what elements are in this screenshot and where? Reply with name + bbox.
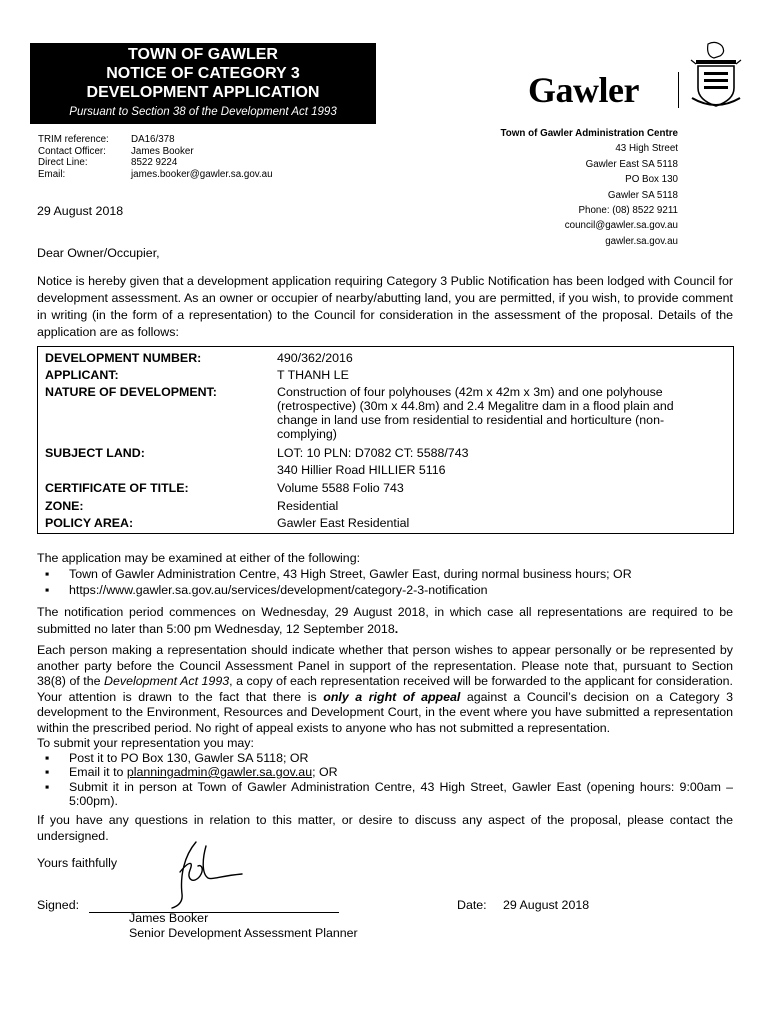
trim-label: TRIM reference:: [38, 134, 109, 145]
address-heading: Town of Gawler Administration Centre: [500, 128, 678, 139]
contact-label: Contact Officer:: [38, 145, 106, 157]
email-label: Email:: [38, 168, 66, 180]
date-label: Date:: [457, 898, 487, 912]
dev-number-value: 490/362/2016: [277, 351, 353, 365]
salutation: Dear Owner/Occupier,: [37, 246, 160, 260]
certificate-value: Volume 5588 Folio 743: [277, 481, 404, 495]
appeal-emphasis: only a right of appeal: [323, 689, 461, 704]
notification-period-paragraph: [37, 604, 733, 638]
act-name: Development Act 1993: [104, 674, 230, 689]
contact-value: James Booker: [131, 145, 194, 157]
reference-block: [38, 134, 273, 180]
examine-item-website[interactable]: ▪ https://www.gawler.sa.gov.au/services/development/category-2-3-notification: [37, 582, 733, 598]
notice-title-box: [30, 43, 376, 124]
address-line: Gawler East SA 5118: [585, 158, 678, 170]
title-line-1: TOWN OF GAWLER: [128, 46, 278, 63]
examine-intro: The application may be examined at either of the following:: [37, 551, 361, 565]
submit-email: [37, 765, 733, 780]
rep-text-1: Each person making a representation should indicate whether that person wishes to appear personally or be represented by another party before the Council Assessment Panel in support of the representation. Please note that, pursuant to Section 38(8) of the: [37, 643, 733, 689]
planning-email-link[interactable]: planningadmin@gawler.sa.gov.au: [126, 765, 313, 779]
signed-date: 29 August 2018: [503, 898, 590, 912]
title-line-3: DEVELOPMENT APPLICATION: [86, 84, 320, 101]
dev-number-label: DEVELOPMENT NUMBER:: [45, 351, 202, 365]
closing: Yours faithfully: [37, 856, 118, 870]
signed-label: Signed:: [37, 898, 80, 912]
submit-post: ▪ Post it to PO Box 130, Gawler SA 5118; OR: [37, 751, 733, 766]
address-line: 43 High Street: [615, 143, 678, 155]
email-value[interactable]: james.booker@gawler.sa.gov.au: [131, 168, 273, 180]
examine-section: [37, 550, 733, 598]
letter-date: 29 August 2018: [37, 204, 124, 218]
signer-title: Senior Development Assessment Planner: [129, 926, 358, 940]
address-line: PO Box 130: [625, 174, 678, 186]
address-phone: Phone: (08) 8522 9211: [578, 205, 678, 217]
signer-name: James Booker: [129, 911, 209, 925]
title-subtitle: Pursuant to Section 38 of the Development Act 1993: [69, 106, 337, 118]
questions-paragraph: If you have any questions in relation to this matter, or desire to discuss any aspect of the proposal, please contact the undersigned.: [37, 813, 733, 843]
subject-land-value-1: LOT: 10 PLN: D7082 CT: 5588/743: [277, 446, 469, 460]
examine-item-office: ▪ Town of Gawler Administration Centre, 43 High Street, Gawler East, during normal business hours; OR: [37, 566, 733, 582]
representation-paragraph: [37, 643, 733, 737]
policy-area-label: POLICY AREA:: [45, 516, 134, 530]
submit-in-person: ▪ Submit it in person at Town of Gawler Administration Centre, 43 High Street, Gawler East (opening hours: 9:00am – 5:00pm).: [37, 780, 733, 809]
notification-period-end: .: [394, 622, 399, 636]
handwritten-signature: [150, 836, 250, 912]
nature-value: Construction of four polyhouses (42m x 42m x 3m) and one polyhouse (retrospective) (30m x 44.8m) and 2.4 Megalitre dam in a flood plain and change in land use from residential to residential and horticulture (non-complying): [277, 385, 674, 441]
notification-period-text: The notification period commences on Wednesday, 29 August 2018, in which case all representations are required to be submitted no later than 5:00 pm Wednesday, 12 September 2018: [37, 605, 733, 636]
trim-value: DA16/378: [131, 134, 175, 145]
title-line-2: NOTICE OF CATEGORY 3: [106, 65, 300, 82]
submit-section: [37, 736, 733, 809]
subject-land-label: SUBJECT LAND:: [45, 446, 145, 460]
application-details-table: [37, 346, 734, 534]
submit-intro: To submit your representation you may:: [37, 736, 254, 750]
intro-paragraph: Notice is hereby given that a development application requiring Category 3 Public Notification has been lodged with Council for development assessment. As an owner or occupier of nearby/abutting land, you are permitted, if you wish, to provide comment in writing (in the form of a representation) to the Council for consideration in the assessment of the proposal. Details of the application are as follows:: [37, 274, 733, 339]
zone-label: ZONE:: [45, 499, 84, 513]
direct-line-value: 8522 9224: [131, 157, 178, 168]
rep-text-3: against a Council’s decision on a Category 3 development to the Environment, Resources and Development Court, in the event where you have submitted a representation within the prescribed period. No right of appeal exists to anyone who has not submitted a representation.: [37, 689, 733, 735]
zone-value: Residential: [277, 499, 339, 513]
applicant-label: APPLICANT:: [45, 368, 119, 382]
coat-of-arms-icon: [688, 40, 744, 112]
address-website[interactable]: gawler.sa.gov.au: [605, 235, 678, 247]
signature-line: [89, 912, 339, 913]
rep-text-2: , a copy of each representation received will be forwarded to the applicant for consideration. Your attention is drawn to the fact that there is: [37, 674, 733, 704]
gawler-logo-wordmark: Gawler: [528, 70, 639, 110]
certificate-label: CERTIFICATE OF TITLE:: [45, 481, 189, 495]
applicant-value: T THANH LE: [277, 368, 349, 382]
address-email[interactable]: council@gawler.sa.gov.au: [564, 220, 678, 232]
council-address-block: [501, 126, 678, 249]
policy-area-value: Gawler East Residential: [277, 516, 410, 530]
submit-email-pre: Email it to: [69, 765, 127, 779]
address-line: Gawler SA 5118: [607, 189, 678, 201]
direct-line-label: Direct Line:: [38, 157, 88, 168]
submit-email-post: ; OR: [312, 765, 338, 779]
subject-land-value-2: 340 Hillier Road HILLIER 5116: [277, 463, 446, 477]
nature-label: NATURE OF DEVELOPMENT:: [45, 385, 217, 399]
logo-divider: [678, 72, 679, 108]
